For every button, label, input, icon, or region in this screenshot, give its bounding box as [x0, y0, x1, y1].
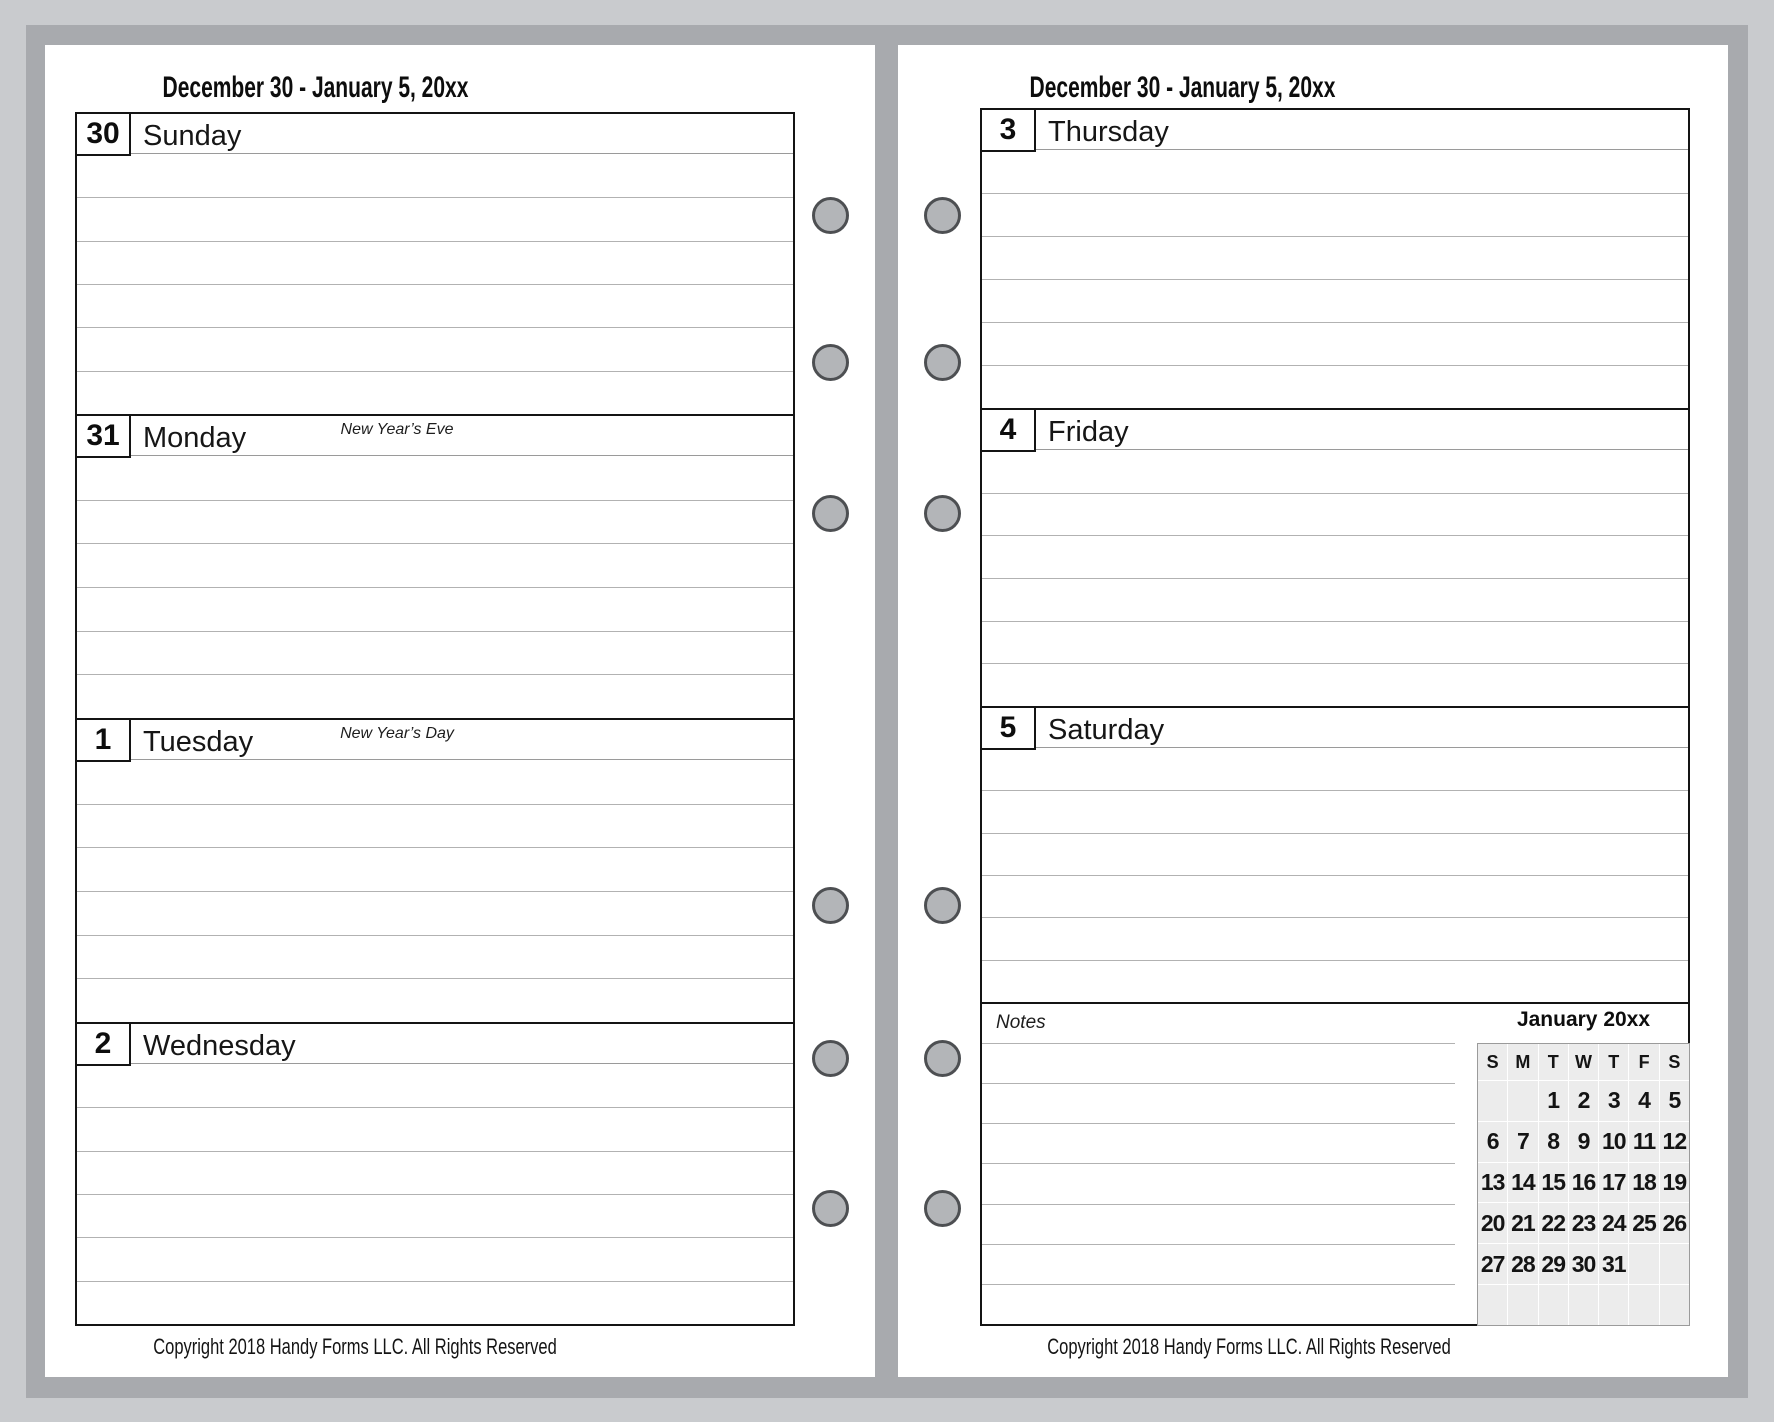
binder-hole — [812, 197, 849, 234]
mini-calendar-weekday: S — [1660, 1044, 1689, 1080]
mini-calendar-date: 18 — [1629, 1163, 1658, 1203]
holiday-label: New Year’s Day — [340, 725, 454, 742]
copyright-text: Copyright 2018 Handy Forms LLC. All Rights Reserved — [1047, 1334, 1451, 1359]
mini-calendar-date: 29 — [1539, 1244, 1568, 1284]
planner-page-left — [45, 45, 875, 1377]
day-name-label: Tuesday — [143, 726, 254, 758]
mini-calendar-date: 27 — [1478, 1244, 1507, 1284]
mini-calendar-date: 31 — [1599, 1244, 1628, 1284]
binder-hole — [812, 344, 849, 381]
day-section-monday — [77, 414, 793, 718]
mini-calendar-empty-cell — [1508, 1081, 1537, 1121]
binder-hole — [924, 887, 961, 924]
mini-calendar-date: 17 — [1599, 1163, 1628, 1203]
notes-label: Notes — [996, 1012, 1046, 1033]
mini-calendar-empty-cell — [1539, 1285, 1568, 1325]
mini-calendar-empty-cell — [1599, 1285, 1628, 1325]
mini-calendar-date: 7 — [1508, 1122, 1537, 1162]
mini-calendar-date: 19 — [1660, 1163, 1689, 1203]
binder-hole — [812, 495, 849, 532]
mini-calendar-date: 9 — [1569, 1122, 1598, 1162]
day-header — [77, 114, 793, 154]
writing-lines — [77, 1065, 793, 1324]
day-header — [982, 708, 1688, 748]
mini-calendar-date: 3 — [1599, 1081, 1628, 1121]
mini-calendar-empty-cell — [1478, 1081, 1507, 1121]
day-name-label: Monday — [143, 422, 247, 454]
day-header — [982, 410, 1688, 450]
mini-calendar-empty-cell — [1660, 1244, 1689, 1284]
mini-calendar-date: 8 — [1539, 1122, 1568, 1162]
notes-section — [982, 1002, 1688, 1324]
binder-hole — [924, 495, 961, 532]
page-title — [75, 71, 555, 105]
mini-calendar-date: 15 — [1539, 1163, 1568, 1203]
mini-calendar-title: January 20xx — [1516, 1008, 1651, 1031]
binder-hole — [924, 1040, 961, 1077]
binder-hole — [924, 197, 961, 234]
mini-calendar-empty-cell — [1660, 1285, 1689, 1325]
day-header — [982, 110, 1688, 150]
copyright-footer — [75, 1333, 635, 1361]
week-range-label: December 30 - January 5, 20xx — [1029, 71, 1335, 104]
day-header — [77, 1024, 793, 1064]
date-number-box: 2 — [77, 1024, 131, 1066]
day-section-sunday — [77, 114, 793, 414]
mini-calendar-date: 11 — [1629, 1122, 1658, 1162]
writing-lines — [982, 151, 1688, 408]
mini-calendar-date: 25 — [1629, 1203, 1658, 1243]
day-name-label: Saturday — [1048, 714, 1165, 746]
mini-calendar-date: 12 — [1660, 1122, 1689, 1162]
mini-calendar-date: 24 — [1599, 1203, 1628, 1243]
mini-calendar-date: 14 — [1508, 1163, 1537, 1203]
mini-calendar-date: 6 — [1478, 1122, 1507, 1162]
mini-calendar-date: 20 — [1478, 1203, 1507, 1243]
mini-calendar-date: 1 — [1539, 1081, 1568, 1121]
mini-calendar-weekday: F — [1629, 1044, 1658, 1080]
mini-calendar-date: 26 — [1660, 1203, 1689, 1243]
day-name-label: Sunday — [143, 120, 242, 152]
date-number-box: 3 — [982, 110, 1036, 152]
notes-writing-lines — [982, 1043, 1455, 1324]
copyright-text: Copyright 2018 Handy Forms LLC. All Rights Reserved — [153, 1334, 557, 1359]
binder-hole — [812, 1190, 849, 1227]
mini-calendar-date: 4 — [1629, 1081, 1658, 1121]
day-section-tuesday — [77, 718, 793, 1022]
writing-lines — [982, 451, 1688, 706]
mini-calendar-empty-cell — [1478, 1285, 1507, 1325]
day-section-wednesday — [77, 1022, 793, 1324]
mini-calendar-empty-cell — [1629, 1285, 1658, 1325]
date-number-box: 31 — [77, 416, 131, 458]
page-title — [952, 71, 1412, 105]
mini-calendar-date: 5 — [1660, 1081, 1689, 1121]
copyright-footer — [980, 1333, 1470, 1361]
date-number-box: 5 — [982, 708, 1036, 750]
mini-calendar-empty-cell — [1569, 1285, 1598, 1325]
mini-calendar-weekday: W — [1569, 1044, 1598, 1080]
week-range-label: December 30 - January 5, 20xx — [162, 71, 468, 104]
binder-hole — [924, 1190, 961, 1227]
mini-calendar-date: 16 — [1569, 1163, 1598, 1203]
mini-calendar-date: 30 — [1569, 1244, 1598, 1284]
mini-calendar-weekday: M — [1508, 1044, 1537, 1080]
date-number-box: 1 — [77, 720, 131, 762]
date-number-box: 4 — [982, 410, 1036, 452]
writing-lines — [77, 761, 793, 1022]
date-number-box: 30 — [77, 114, 131, 156]
binder-hole — [812, 887, 849, 924]
day-section-thursday — [982, 110, 1688, 408]
right-day-grid — [980, 108, 1690, 1326]
mini-calendar-date: 2 — [1569, 1081, 1598, 1121]
planner-page-right — [898, 45, 1728, 1377]
day-header — [77, 416, 793, 456]
day-section-saturday — [982, 706, 1688, 1002]
mini-calendar-date: 23 — [1569, 1203, 1598, 1243]
left-day-grid — [75, 112, 795, 1326]
mini-calendar-date: 13 — [1478, 1163, 1507, 1203]
mini-calendar-weekday: S — [1478, 1044, 1507, 1080]
binder-hole — [812, 1040, 849, 1077]
mini-calendar-date: 22 — [1539, 1203, 1568, 1243]
holiday-label: New Year’s Eve — [340, 421, 454, 438]
mini-calendar-date: 21 — [1508, 1203, 1537, 1243]
day-name-label: Friday — [1048, 416, 1129, 448]
mini-calendar-empty-cell — [1508, 1285, 1537, 1325]
day-name-label: Thursday — [1048, 116, 1169, 148]
mini-calendar-weekday: T — [1539, 1044, 1568, 1080]
day-header — [77, 720, 793, 760]
mini-calendar-grid — [1477, 1043, 1690, 1326]
day-section-friday — [982, 408, 1688, 706]
mini-calendar-empty-cell — [1629, 1244, 1658, 1284]
day-name-label: Wednesday — [143, 1030, 296, 1062]
writing-lines — [77, 155, 793, 414]
mini-calendar-date: 10 — [1599, 1122, 1628, 1162]
writing-lines — [982, 749, 1688, 1002]
mini-calendar-weekday: T — [1599, 1044, 1628, 1080]
binder-hole — [924, 344, 961, 381]
writing-lines — [77, 457, 793, 718]
mini-calendar-date: 28 — [1508, 1244, 1537, 1284]
